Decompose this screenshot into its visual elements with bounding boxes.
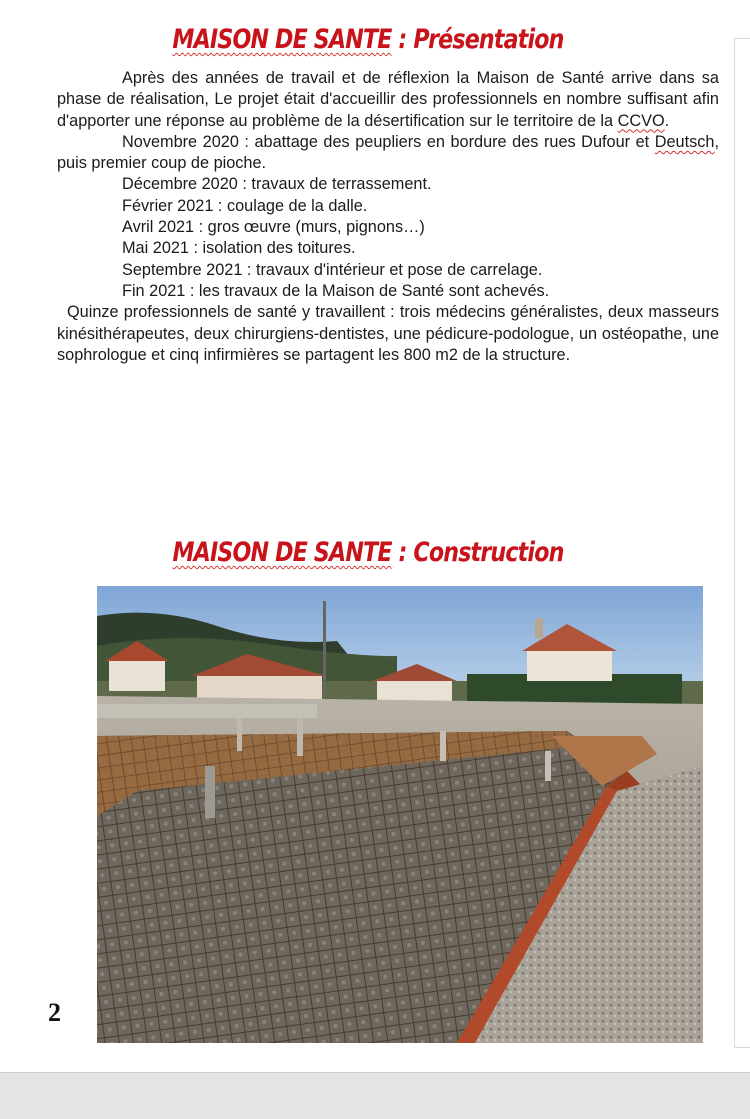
adjacent-page-edge [734, 38, 750, 1048]
heading-construction-title: MAISON DE SANTE [172, 537, 392, 568]
body-text [57, 68, 719, 366]
deutsch-word: Deutsch [654, 132, 715, 151]
ccvo-word: CCVO [617, 111, 665, 130]
timeline-first-item [57, 132, 719, 175]
construction-site-photo [97, 586, 703, 1043]
paragraph-intro-dot: . [664, 111, 670, 130]
timeline-item: Mai 2021 : isolation des toitures. [122, 239, 356, 258]
timeline-item: Avril 2021 : gros œuvre (murs, pignons…) [122, 218, 425, 237]
heading-construction-subtitle: : Construction [391, 537, 564, 568]
paragraph-staff: Quinze professionnels de santé y travaillent : trois médecins généralistes, deux masseurs kinésithérapeutes, deux chirurgiens-dentistes, une pédicure-podologue, un ostéopathe, une sophrologue et cinq infirmières se partagent les 800 m2 de la structure. [57, 303, 719, 364]
heading-presentation-title: MAISON DE SANTE [172, 24, 392, 55]
heading-presentation-subtitle: : Présentation [391, 24, 564, 55]
paragraph-intro [57, 68, 719, 132]
timeline-first-text: Novembre 2020 : abattage des peupliers en bordure des rues Dufour et [122, 132, 655, 151]
timeline-item: Septembre 2021 : travaux d'intérieur et pose de carrelage. [122, 260, 543, 279]
timeline-item: Février 2021 : coulage de la dalle. [122, 196, 368, 215]
heading-construction [66, 537, 670, 568]
timeline-first-end: , puis premier coup de pioche. [57, 132, 719, 173]
page-number: 2 [48, 998, 61, 1027]
timeline-item: Décembre 2020 : travaux de terrassement. [122, 175, 432, 194]
viewer-bottom-bar [0, 1072, 750, 1119]
heading-presentation [66, 24, 670, 55]
timeline-item: Fin 2021 : les travaux de la Maison de Santé sont achevés. [122, 281, 550, 300]
paragraph-intro-text: Après des années de travail et de réflexion la Maison de Santé arrive dans sa phase de réalisation, Le projet était d'accueillir des professionnels en nombre suffisant afin d'apporter une réponse au problème de la désertification sur le territoire de la [57, 69, 719, 130]
